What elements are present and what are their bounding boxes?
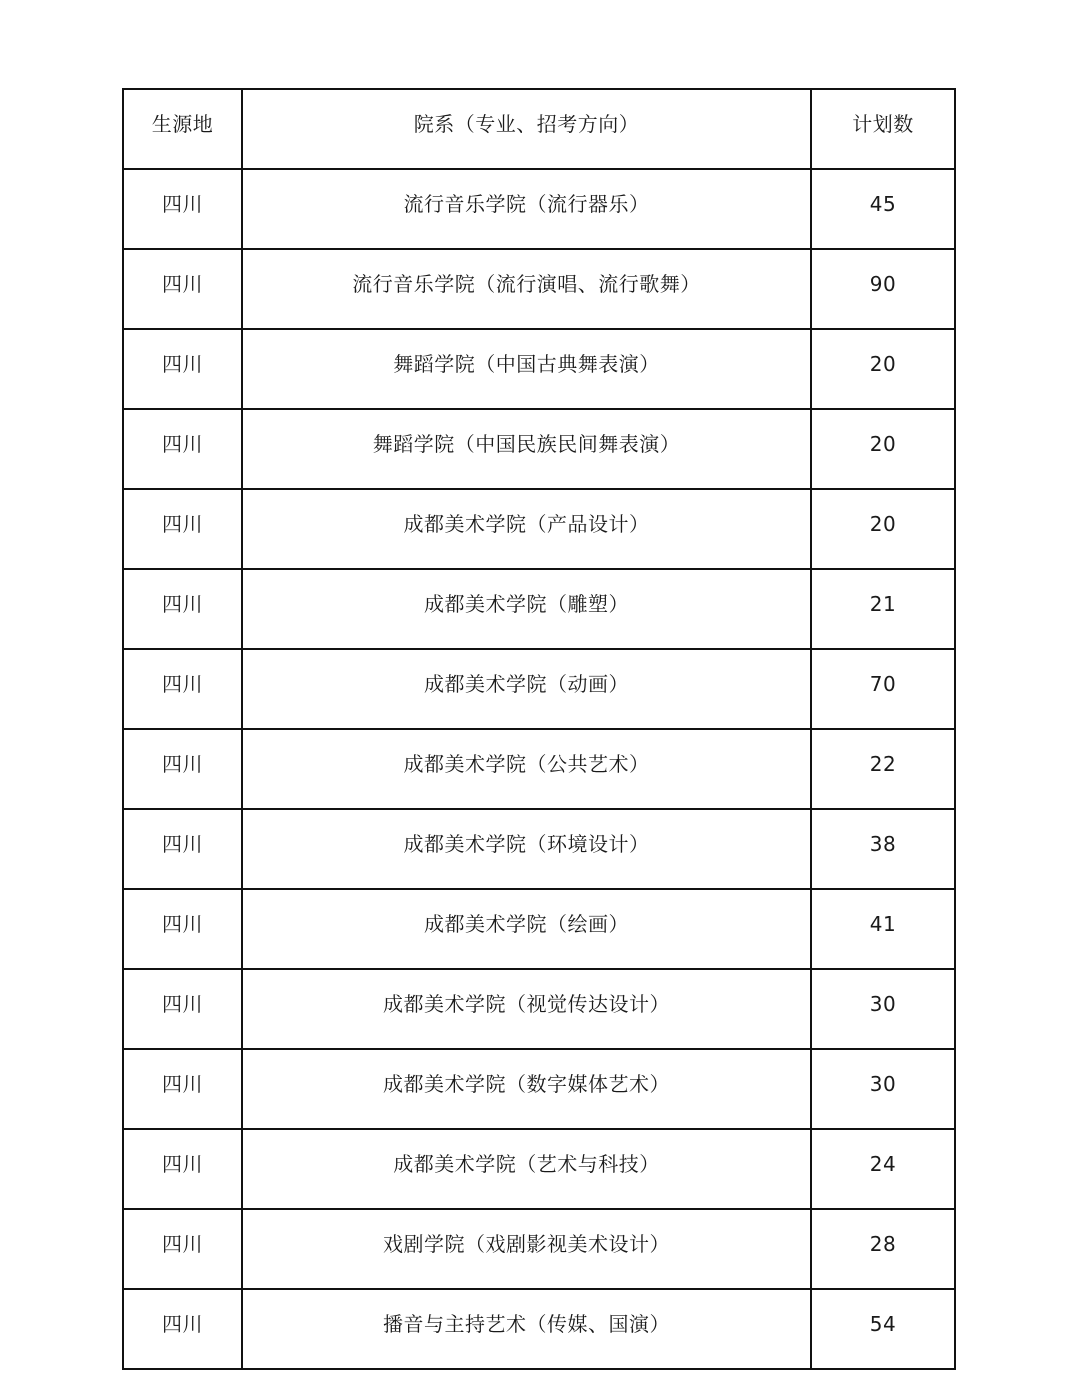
cell-plan-count: 28 bbox=[811, 1209, 955, 1289]
cell-origin: 四川 bbox=[123, 729, 242, 809]
cell-plan-count: 20 bbox=[811, 489, 955, 569]
cell-origin: 四川 bbox=[123, 809, 242, 889]
cell-origin: 四川 bbox=[123, 329, 242, 409]
cell-origin: 四川 bbox=[123, 889, 242, 969]
table-row bbox=[123, 729, 955, 809]
cell-plan-count: 22 bbox=[811, 729, 955, 809]
cell-department-major: 成都美术学院（产品设计） bbox=[242, 489, 811, 569]
cell-department-major: 成都美术学院（公共艺术） bbox=[242, 729, 811, 809]
cell-plan-count: 90 bbox=[811, 249, 955, 329]
cell-plan-count: 38 bbox=[811, 809, 955, 889]
cell-department-major: 成都美术学院（数字媒体艺术） bbox=[242, 1049, 811, 1129]
cell-department-major: 流行音乐学院（流行器乐） bbox=[242, 169, 811, 249]
cell-plan-count: 24 bbox=[811, 1129, 955, 1209]
table-row bbox=[123, 1129, 955, 1209]
table-row bbox=[123, 489, 955, 569]
table-row bbox=[123, 249, 955, 329]
cell-department-major: 戏剧学院（戏剧影视美术设计） bbox=[242, 1209, 811, 1289]
cell-origin: 四川 bbox=[123, 1209, 242, 1289]
cell-origin: 四川 bbox=[123, 969, 242, 1049]
cell-department-major: 成都美术学院（动画） bbox=[242, 649, 811, 729]
cell-department-major: 成都美术学院（雕塑） bbox=[242, 569, 811, 649]
cell-plan-count: 41 bbox=[811, 889, 955, 969]
cell-origin: 四川 bbox=[123, 649, 242, 729]
header-origin: 生源地 bbox=[123, 89, 242, 169]
cell-origin: 四川 bbox=[123, 1049, 242, 1129]
header-plan-count: 计划数 bbox=[811, 89, 955, 169]
cell-department-major: 舞蹈学院（中国古典舞表演） bbox=[242, 329, 811, 409]
cell-department-major: 成都美术学院（艺术与科技） bbox=[242, 1129, 811, 1209]
table-row bbox=[123, 1289, 955, 1369]
cell-plan-count: 45 bbox=[811, 169, 955, 249]
header-department-major: 院系（专业、招考方向） bbox=[242, 89, 811, 169]
cell-origin: 四川 bbox=[123, 489, 242, 569]
cell-origin: 四川 bbox=[123, 409, 242, 489]
cell-plan-count: 30 bbox=[811, 969, 955, 1049]
table-row bbox=[123, 889, 955, 969]
table-row bbox=[123, 409, 955, 489]
table-row bbox=[123, 169, 955, 249]
cell-origin: 四川 bbox=[123, 249, 242, 329]
table-row bbox=[123, 809, 955, 889]
cell-plan-count: 30 bbox=[811, 1049, 955, 1129]
table-row bbox=[123, 649, 955, 729]
table-row bbox=[123, 1209, 955, 1289]
cell-plan-count: 70 bbox=[811, 649, 955, 729]
cell-plan-count: 20 bbox=[811, 329, 955, 409]
cell-department-major: 播音与主持艺术（传媒、国演） bbox=[242, 1289, 811, 1369]
table-row bbox=[123, 1049, 955, 1129]
cell-department-major: 成都美术学院（绘画） bbox=[242, 889, 811, 969]
cell-plan-count: 20 bbox=[811, 409, 955, 489]
table-row bbox=[123, 969, 955, 1049]
table-header-row bbox=[123, 89, 955, 169]
cell-origin: 四川 bbox=[123, 1129, 242, 1209]
table-row bbox=[123, 569, 955, 649]
cell-plan-count: 21 bbox=[811, 569, 955, 649]
enrollment-plan-table bbox=[122, 88, 956, 1370]
cell-department-major: 舞蹈学院（中国民族民间舞表演） bbox=[242, 409, 811, 489]
table-row bbox=[123, 329, 955, 409]
cell-department-major: 流行音乐学院（流行演唱、流行歌舞） bbox=[242, 249, 811, 329]
cell-plan-count: 54 bbox=[811, 1289, 955, 1369]
cell-origin: 四川 bbox=[123, 569, 242, 649]
cell-origin: 四川 bbox=[123, 1289, 242, 1369]
cell-department-major: 成都美术学院（视觉传达设计） bbox=[242, 969, 811, 1049]
cell-department-major: 成都美术学院（环境设计） bbox=[242, 809, 811, 889]
cell-origin: 四川 bbox=[123, 169, 242, 249]
